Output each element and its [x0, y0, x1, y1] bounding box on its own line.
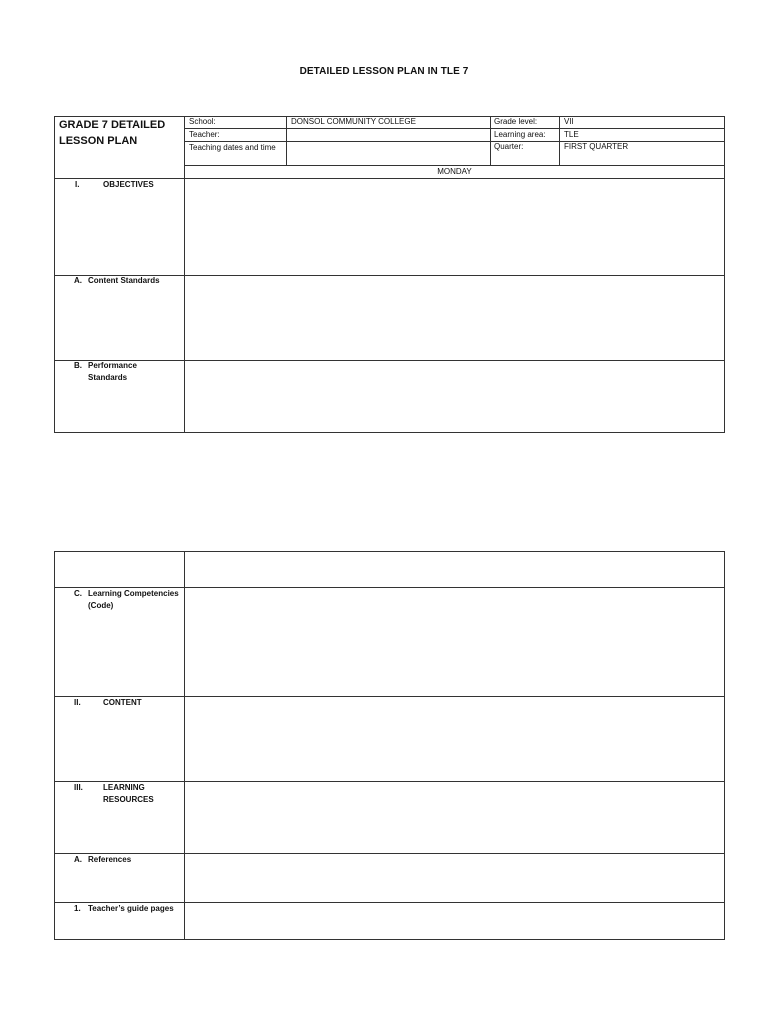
row-num-learning-competencies: C. — [74, 589, 82, 598]
school-label: School: — [189, 117, 216, 126]
teaching-dates-label: Teaching dates and time — [189, 143, 276, 152]
day-header: MONDAY — [437, 167, 472, 176]
row-label-teachers-guide: Teacher’s guide pages — [88, 904, 174, 913]
learning-area-value: TLE — [564, 130, 579, 139]
document-title: DETAILED LESSON PLAN IN TLE 7 — [299, 66, 469, 77]
row-num-references: A. — [74, 855, 82, 864]
quarter-label: Quarter: — [494, 142, 524, 151]
row-num-teachers-guide: 1. — [74, 904, 81, 913]
row-num-content-standards: A. — [74, 276, 82, 285]
grade-lesson-plan-label: GRADE 7 DETAILED LESSON PLAN — [59, 119, 166, 147]
row-num-performance-standards: B. — [74, 361, 82, 370]
teacher-label: Teacher: — [189, 130, 220, 139]
grade-level-label: Grade level: — [494, 117, 538, 126]
row-num-content: II. — [74, 698, 81, 707]
quarter-value: FIRST QUARTER — [564, 142, 629, 151]
row-label-learning-competencies: Learning Competencies (Code) — [88, 589, 179, 610]
row-num-objectives: I. — [75, 180, 80, 189]
learning-area-label: Learning area: — [494, 130, 546, 139]
row-label-learning-resources: LEARNING RESOURCES — [103, 783, 154, 804]
row-label-performance-standards: Performance Standards — [88, 361, 137, 382]
row-label-references: References — [88, 855, 132, 864]
grade-level-value: VII — [564, 117, 574, 126]
school-value: DONSOL COMMUNITY COLLEGE — [291, 117, 416, 126]
row-num-learning-resources: III. — [74, 783, 83, 792]
row-label-content-standards: Content Standards — [88, 276, 160, 285]
row-label-content: CONTENT — [103, 698, 142, 707]
row-label-objectives: OBJECTIVES — [103, 180, 154, 189]
